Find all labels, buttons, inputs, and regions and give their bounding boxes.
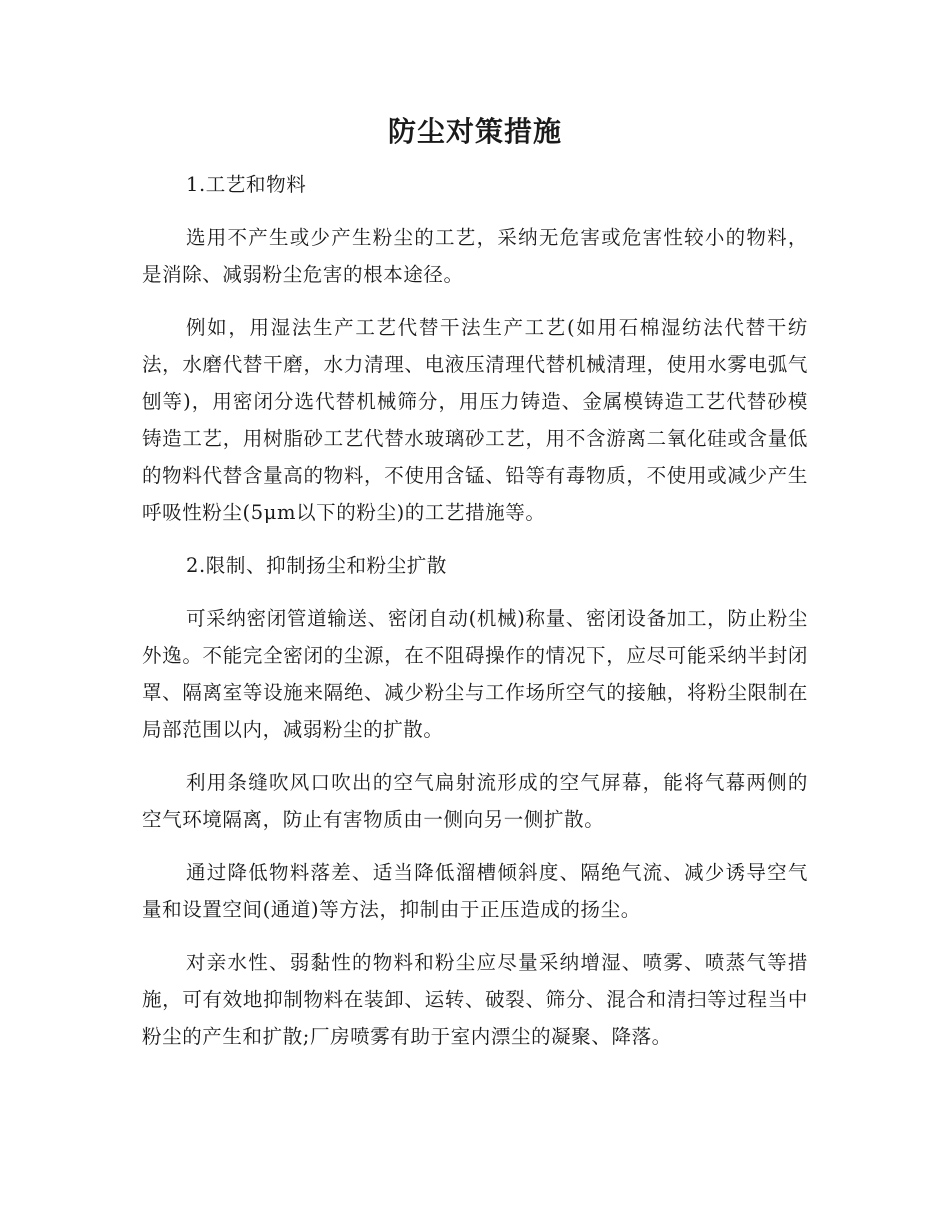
document-body bbox=[142, 166, 808, 1055]
paragraph-examples: 例如，用湿法生产工艺代替干法生产工艺(如用石棉湿纺法代替干纺法，水磨代替干磨，水力清理、电液压清理代替机械清理，使用水雾电弧气刨等)，用密闭分选代替机械筛分，用压力铸造、金属模铸造工艺代替砂模铸造工艺，用树脂砂工艺代替水玻璃砂工艺，用不含游离二氧化硅或含量低的物料代替含量高的物料，不使用含锰、铅等有毒物质，不使用或减少产生呼吸性粉尘(5μm以下的粉尘)的工艺措施等。 bbox=[142, 316, 808, 524]
paragraph-gap bbox=[142, 838, 808, 854]
section-heading-process-materials: 1.工艺和物料 bbox=[186, 173, 307, 196]
paragraph-gap bbox=[142, 748, 808, 764]
paragraph-gap bbox=[142, 584, 808, 600]
paragraph-air-curtain: 利用条缝吹风口吹出的空气扁射流形成的空气屏幕，能将气幕两侧的空气环境隔离，防止有害物质由一侧向另一侧扩散。 bbox=[142, 771, 808, 831]
paragraph-gap bbox=[142, 531, 808, 547]
paragraph-enclosure: 可采纳密闭管道输送、密闭自动(机械)称量、密闭设备加工，防止粉尘外逸。不能完全密闭的尘源，在不阻碍操作的情况下，应尽可能采纳半封闭罩、隔离室等设施来隔绝、减少粉尘与工作场所空气的接触，将粉尘限制在局部范围以内，减弱粉尘的扩散。 bbox=[142, 607, 808, 741]
page-title: 防尘对策措施 bbox=[387, 115, 562, 148]
paragraph-gap bbox=[142, 928, 808, 944]
paragraph-gap bbox=[142, 203, 808, 219]
paragraph-humidify: 对亲水性、弱黏性的物料和粉尘应尽量采纳增湿、喷雾、喷蒸气等措施，可有效地抑制物料在装卸、运转、破裂、筛分、混合和清扫等过程当中粉尘的产生和扩散;厂房喷雾有助于室内漂尘的凝聚、降落。 bbox=[142, 951, 808, 1048]
section-heading-dust-suppression: 2.限制、抑制扬尘和粉尘扩散 bbox=[186, 554, 448, 577]
paragraph-gap bbox=[142, 293, 808, 309]
paragraph-reduce-drop: 通过降低物料落差、适当降低溜槽倾斜度、隔绝气流、减少诱导空气量和设置空间(通道)等方法，抑制由于正压造成的扬尘。 bbox=[142, 861, 808, 921]
paragraph-process-choice: 选用不产生或少产生粉尘的工艺，采纳无危害或危害性较小的物料，是消除、减弱粉尘危害的根本途径。 bbox=[142, 226, 808, 286]
